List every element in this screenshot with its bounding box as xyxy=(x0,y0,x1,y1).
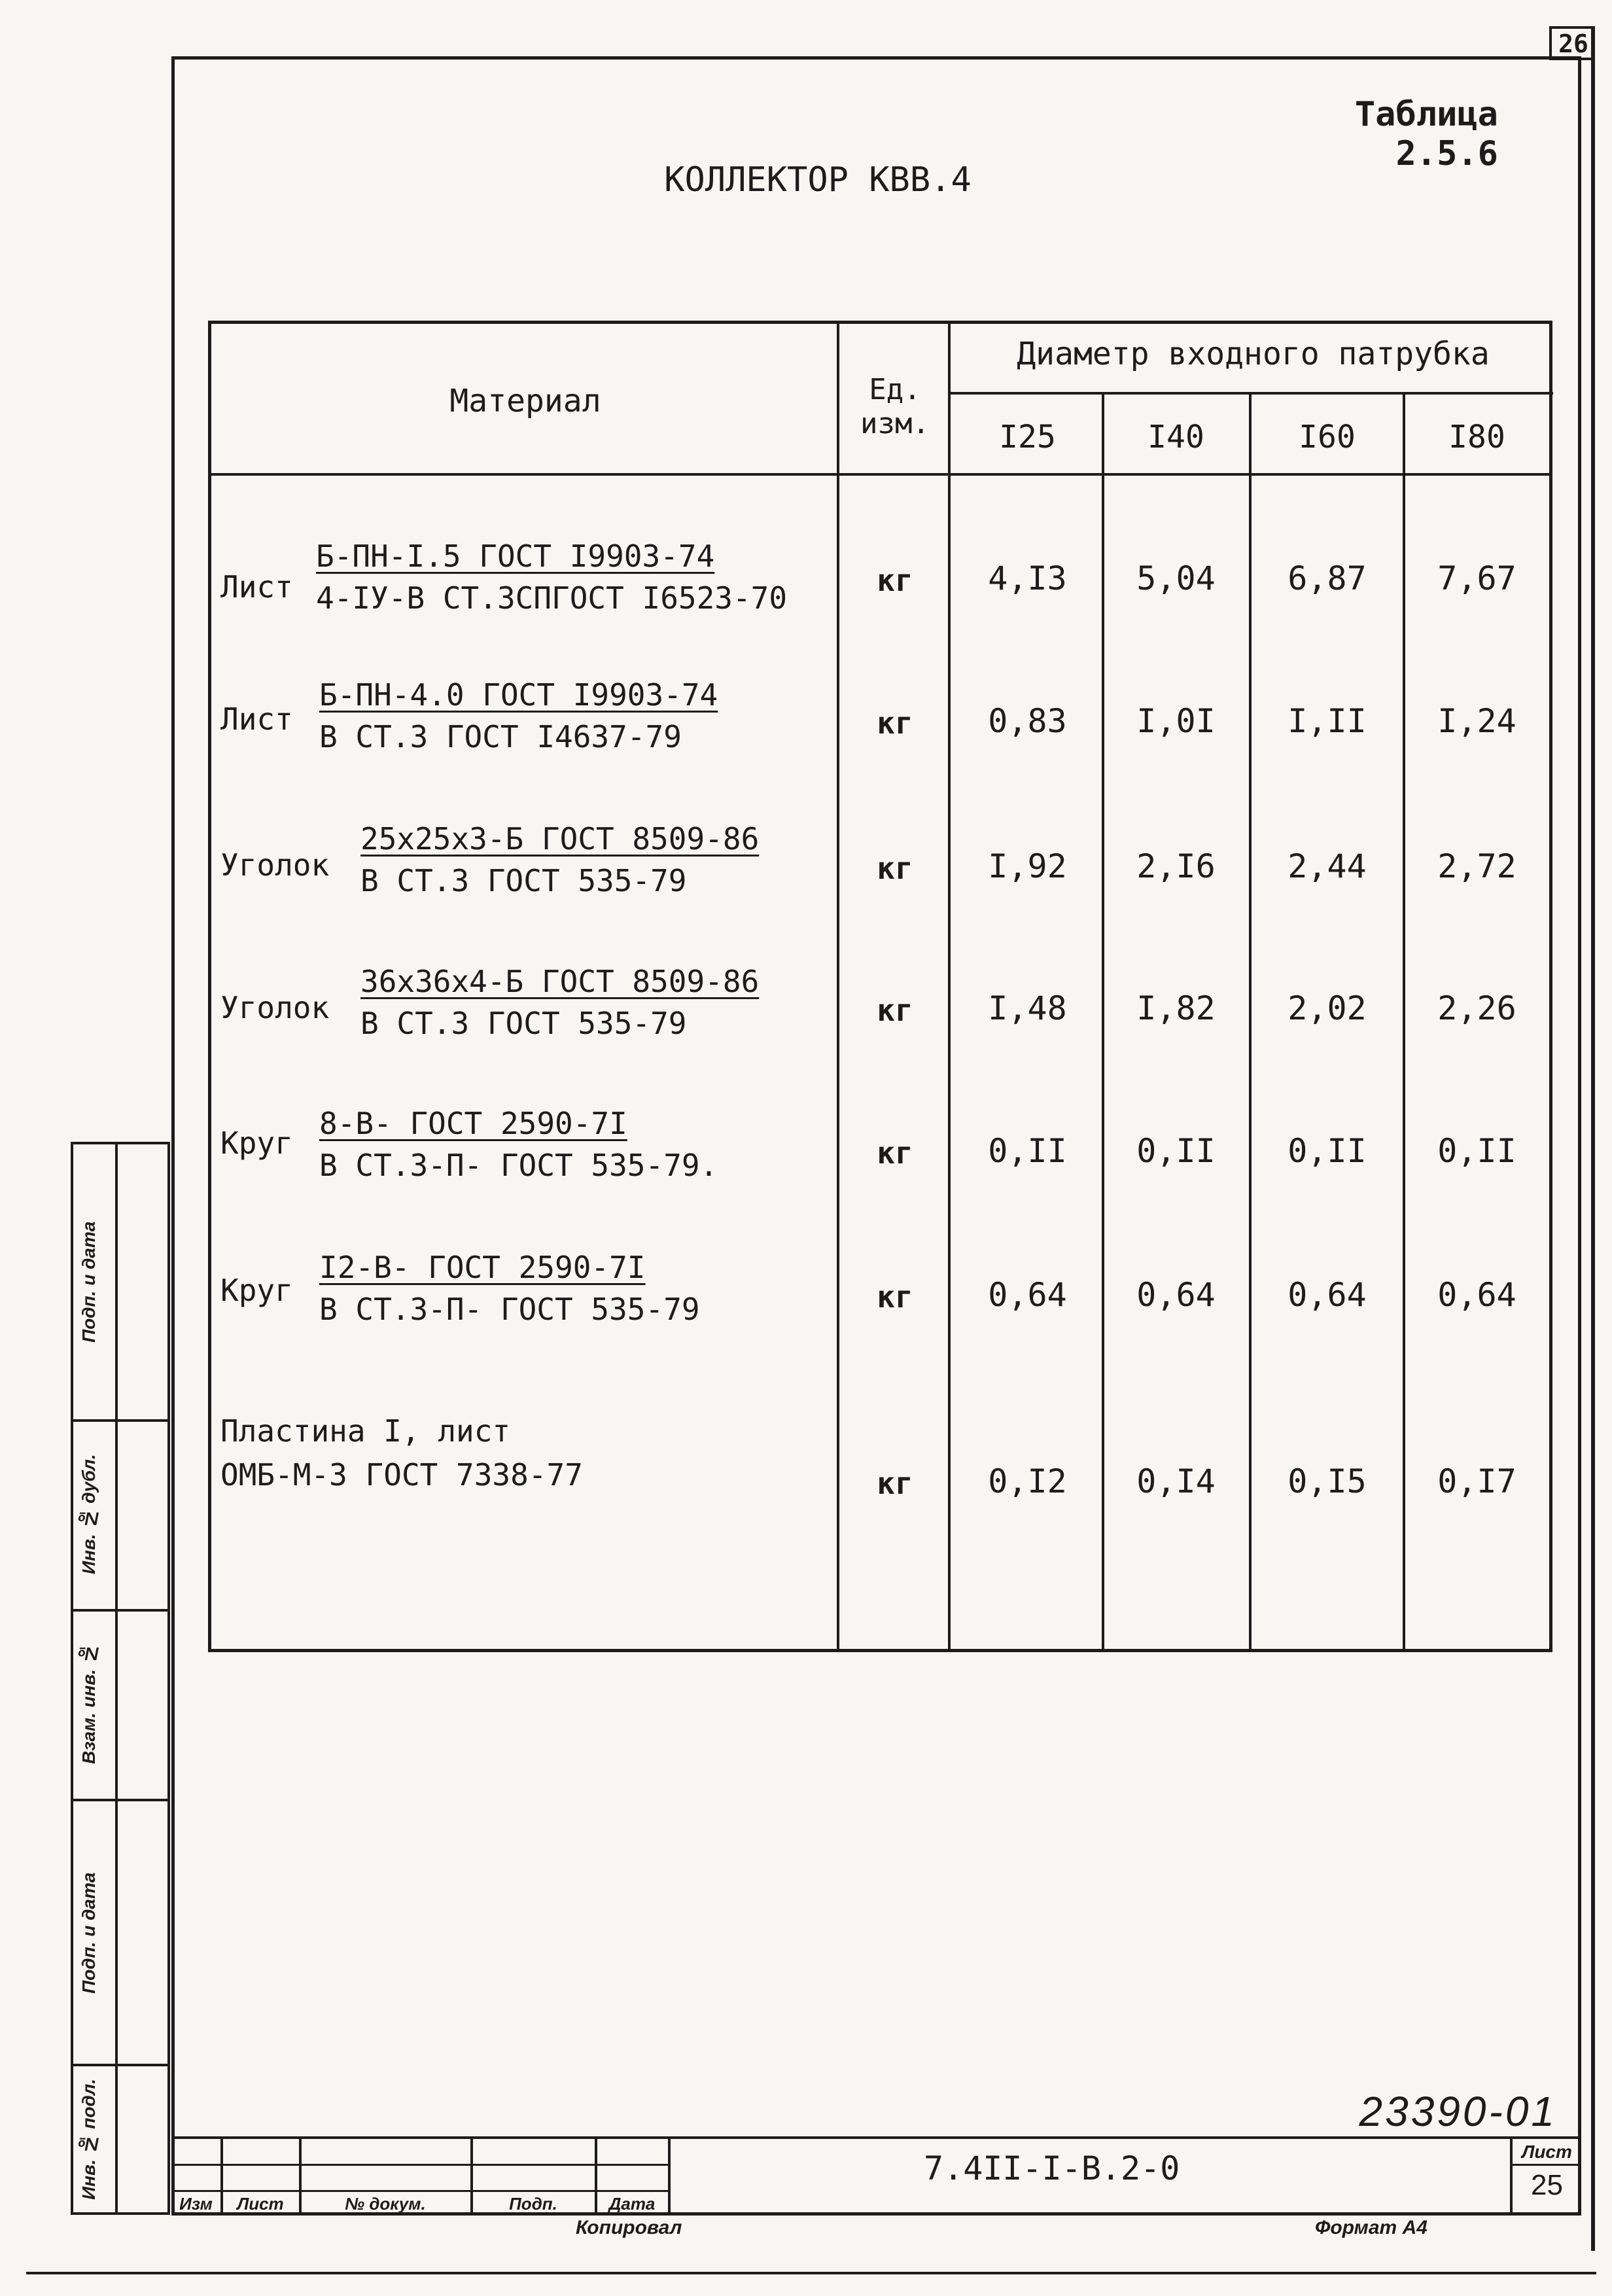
value-cell: 0,83 xyxy=(988,702,1067,740)
stamp-signature-date-1: Подп. и дата xyxy=(79,1221,99,1343)
unit-cell: кг xyxy=(877,1135,913,1171)
value-cell: 2,72 xyxy=(1437,847,1516,885)
value-cell: 7,67 xyxy=(1437,559,1516,597)
material-label: Пластина I, лист xyxy=(220,1413,511,1449)
material-spec-top: 36х36х4-Б ГОСТ 8509-86 xyxy=(360,964,760,999)
material-spec-bottom: В СТ.3 ГОСТ 535-79 xyxy=(360,863,687,898)
value-cell: 0,64 xyxy=(988,1276,1067,1314)
material-spec-bottom: В СТ.3-П- ГОСТ 535-79. xyxy=(319,1148,718,1183)
page-title: КОЛЛЕКТОР КВВ.4 xyxy=(664,160,972,200)
materials-table xyxy=(208,321,1552,1652)
document-code: 7.4II-I-В.2-0 xyxy=(924,2149,1180,2187)
value-cell: I,48 xyxy=(988,989,1067,1027)
stamp-signature-date-2: Подп. и дата xyxy=(79,1872,99,1994)
title-block-row-line xyxy=(1510,2164,1581,2166)
title-block-top-line xyxy=(171,2136,1581,2139)
material-spec-bottom: ОМБ-М-3 ГОСТ 7338-77 xyxy=(220,1457,583,1492)
stamp-divider xyxy=(73,1609,167,1612)
copied-label: Копировал xyxy=(576,2217,682,2238)
value-cell: 6,87 xyxy=(1288,559,1367,597)
sheet-label: Лист xyxy=(1522,2142,1572,2162)
stamp-replacement-inv: Взам. инв. № xyxy=(79,1644,99,1764)
label-sheet: Лист xyxy=(237,2194,284,2214)
material-label: Лист xyxy=(220,569,293,605)
material-spec-bottom: В СТ.3-П- ГОСТ 535-79 xyxy=(319,1292,700,1327)
sheet-bottom-edge xyxy=(26,2272,1596,2274)
header-col-160: I60 xyxy=(1299,419,1356,455)
value-cell: I,24 xyxy=(1437,702,1516,740)
value-cell: 0,II xyxy=(1288,1132,1367,1170)
stamp-divider xyxy=(73,1799,167,1801)
material-spec-top: 8-В- ГОСТ 2590-7I xyxy=(319,1106,627,1141)
stamp-divider xyxy=(73,2064,167,2066)
value-cell: 0,64 xyxy=(1136,1276,1216,1314)
material-spec-bottom: В СТ.3 ГОСТ I4637-79 xyxy=(319,719,682,754)
value-cell: I,II xyxy=(1288,702,1367,740)
material-label: Круг xyxy=(220,1273,293,1308)
header-unit: Ед. изм. xyxy=(860,373,930,440)
label-signature: Подп. xyxy=(509,2194,557,2214)
sheet-corner-number: 26 xyxy=(1549,26,1595,60)
value-cell: 0,II xyxy=(1437,1132,1516,1170)
material-label: Уголок xyxy=(220,847,330,883)
stamp-original-inv: Инв. № подл. xyxy=(79,2078,99,2200)
unit-cell: кг xyxy=(877,993,913,1028)
value-cell: 0,I7 xyxy=(1437,1462,1516,1500)
value-cell: 5,04 xyxy=(1136,559,1216,597)
material-spec-top: 25х25х3-Б ГОСТ 8509-86 xyxy=(360,821,760,857)
value-cell: 2,26 xyxy=(1437,989,1516,1027)
material-label: Круг xyxy=(220,1125,293,1161)
label-document-number: № докум. xyxy=(345,2194,426,2214)
material-spec-top: Б-ПН-I.5 ГОСТ I9903-74 xyxy=(316,539,715,574)
header-bottom-line xyxy=(211,473,1549,476)
label-date: Дата xyxy=(608,2194,656,2214)
material-spec-top: Б-ПН-4.0 ГОСТ I9903-74 xyxy=(319,677,718,713)
value-cell: 2,44 xyxy=(1288,847,1367,885)
value-cell: 4,I3 xyxy=(988,559,1067,597)
title-block-row-line xyxy=(171,2164,669,2166)
value-cell: I,0I xyxy=(1136,702,1216,740)
value-cell: 0,I5 xyxy=(1288,1462,1367,1500)
label-change: Изм xyxy=(179,2194,213,2214)
material-spec-bottom: 4-IУ-В СТ.3СПГОСТ I6523-70 xyxy=(316,580,788,616)
margin-stamp xyxy=(71,1142,170,2215)
header-material: Материал xyxy=(449,383,601,419)
stamp-duplicate-inv: Инв. № дубл. xyxy=(79,1454,99,1574)
title-block-divider xyxy=(668,2136,671,2216)
value-cell: 0,I2 xyxy=(988,1462,1067,1500)
header-diameter: Диаметр входного патрубка xyxy=(1017,336,1490,372)
header-divider xyxy=(948,392,1553,395)
value-cell: 0,64 xyxy=(1437,1276,1516,1314)
value-cell: 0,I4 xyxy=(1136,1462,1216,1500)
column-divider xyxy=(948,324,951,1649)
format-label: Формат А4 xyxy=(1315,2217,1428,2238)
archive-number: 23390-01 xyxy=(1359,2088,1557,2135)
unit-cell: кг xyxy=(877,1279,913,1315)
sheet-right-edge xyxy=(1591,26,1595,2251)
value-cell: 0,II xyxy=(1136,1132,1216,1170)
header-col-180: I80 xyxy=(1448,419,1505,455)
column-divider xyxy=(837,324,839,1649)
material-spec-bottom: В СТ.3 ГОСТ 535-79 xyxy=(360,1006,687,1041)
header-col-140: I40 xyxy=(1148,419,1204,455)
unit-cell: кг xyxy=(877,563,913,598)
value-cell: 2,02 xyxy=(1288,989,1367,1027)
sheet-number: 25 xyxy=(1531,2169,1563,2201)
value-cell: 0,64 xyxy=(1288,1276,1367,1314)
material-spec-top: I2-В- ГОСТ 2590-7I xyxy=(319,1250,646,1285)
material-label: Лист xyxy=(220,701,293,737)
unit-cell: кг xyxy=(877,1466,913,1501)
title-block-row-line xyxy=(171,2190,669,2192)
title-block xyxy=(171,2136,1581,2216)
value-cell: I,82 xyxy=(1136,989,1216,1027)
table-number: Таблица 2.5.6 xyxy=(1354,95,1498,173)
unit-cell: кг xyxy=(877,851,913,886)
header-col-125: I25 xyxy=(999,419,1056,455)
value-cell: 0,II xyxy=(988,1132,1067,1170)
material-label: Уголок xyxy=(220,990,330,1025)
unit-cell: кг xyxy=(877,705,913,741)
value-cell: 2,I6 xyxy=(1136,847,1216,885)
value-cell: I,92 xyxy=(988,847,1067,885)
stamp-divider xyxy=(73,1419,167,1422)
